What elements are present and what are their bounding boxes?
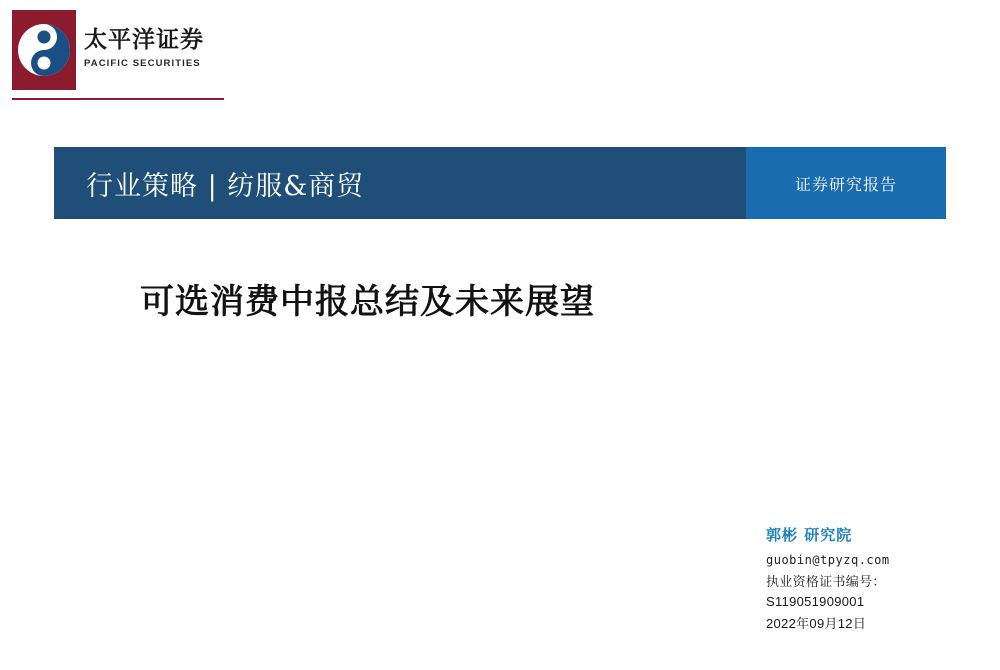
- license-number: S119051909001: [766, 593, 865, 609]
- pacific-securities-logo-icon: [12, 10, 76, 90]
- author-name: 郭彬 研究院: [766, 526, 853, 544]
- report-category: 行业策略 | 纺服&商贸: [86, 170, 365, 202]
- title-band-right: [746, 147, 946, 219]
- report-type-label: 证券研究报告: [794, 174, 897, 194]
- report-date: 2022年09月12日: [766, 615, 867, 631]
- logo-wordmark: [84, 28, 224, 69]
- logo-divider: [12, 98, 224, 100]
- logo-company-en: PACIFIC SECURITIES: [84, 58, 201, 70]
- title-band: [54, 147, 946, 219]
- title-band-left: [54, 147, 746, 219]
- license-label: 执业资格证书编号：: [766, 574, 886, 590]
- page-title: 可选消费中报总结及未来展望: [140, 282, 595, 322]
- author-meta-block: [766, 524, 986, 632]
- logo-area: [12, 10, 222, 98]
- logo-company-cn: 太平洋证券: [84, 27, 204, 53]
- author-email: guobin@tpyzq.com: [766, 552, 890, 567]
